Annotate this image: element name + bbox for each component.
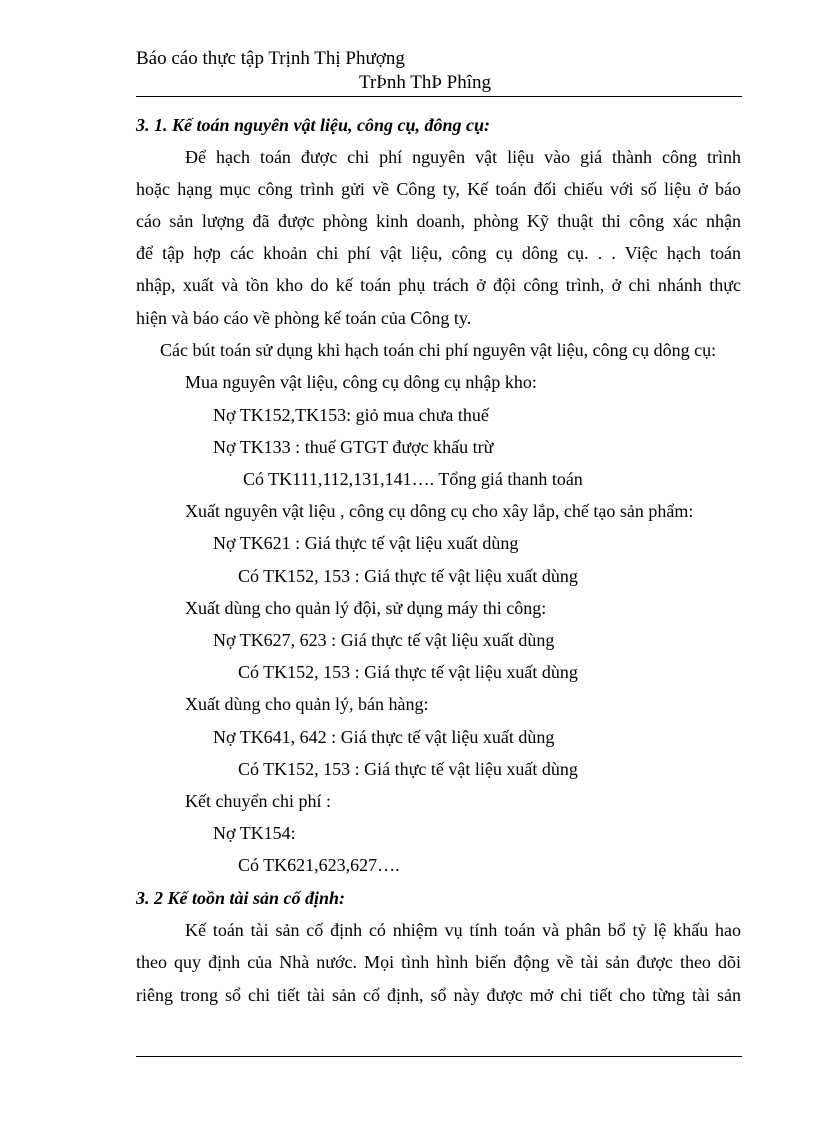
entry-line: Có TK152, 153 : Giá thực tế vật liệu xuất dùng — [238, 662, 578, 682]
section-2-heading: 3. 2 Kế toồn tài sản cố định: — [136, 888, 346, 908]
entry-line: Có TK111,112,131,141…. Tổng giá thanh toán — [243, 469, 583, 489]
header-line-1: Báo cáo thực tập Trịnh Thị Phượng — [136, 48, 405, 69]
paragraph-line: riêng trong sổ chi tiết tài sản cố định, sổ này được mở chi tiết cho từng tài sản — [136, 985, 741, 1005]
entry-line: Nợ TK154: — [213, 823, 296, 843]
footer-rule — [136, 1056, 742, 1057]
paragraph-line: hoặc hạng mục công trình gửi về Công ty, Kế toán đối chiếu với số liệu ở báo — [136, 179, 741, 199]
entry-line: Xuất dùng cho quản lý đội, sử dụng máy thi công: — [185, 598, 547, 618]
entry-line: Nợ TK133 : thuế GTGT được khấu trừ — [213, 437, 494, 457]
paragraph-line: Để hạch toán được chi phí nguyên vật liệu vào giá thành công trình — [185, 147, 741, 167]
entries-intro: Các bút toán sử dụng khi hạch toán chi phí nguyên vật liệu, công cụ dông cụ: — [160, 340, 717, 360]
paragraph-line: cáo sản lượng đã được phòng kinh doanh, phòng Kỹ thuật thi công xác nhận — [136, 211, 741, 231]
entry-line: Nợ TK641, 642 : Giá thực tế vật liệu xuất dùng — [213, 727, 555, 747]
paragraph-line: theo quy định của Nhà nước. Mọi tình hình biến động về tài sản được theo dõi — [136, 952, 741, 972]
paragraph-line: để tập hợp các khoản chi phí vật liệu, công cụ dông cụ. . . Việc hạch toán — [136, 243, 741, 263]
paragraph-line: hiện và báo cáo về phòng kế toán của Công ty. — [136, 308, 472, 328]
entry-line: Kết chuyển chi phí : — [185, 791, 331, 811]
entry-line: Mua nguyên vật liệu, công cụ dông cụ nhập kho: — [185, 372, 537, 392]
entry-line: Xuất nguyên vật liệu , công cụ dông cụ cho xây lắp, chế tạo sản phẩm: — [185, 501, 694, 521]
paragraph-line: Kế toán tài sản cố định có nhiệm vụ tính toán và phân bổ tỷ lệ khấu hao — [185, 920, 741, 940]
header-rule — [136, 96, 742, 97]
entry-line: Nợ TK621 : Giá thực tế vật liệu xuất dùng — [213, 533, 519, 553]
entry-line: Nợ TK627, 623 : Giá thực tế vật liệu xuất dùng — [213, 630, 555, 650]
entry-line: Có TK152, 153 : Giá thực tế vật liệu xuất dùng — [238, 759, 578, 779]
header-line-2: TrÞnh ThÞ Phîng — [359, 72, 492, 93]
paragraph-line: nhập, xuất và tồn kho do kế toán phụ trách ở đội công trình, ở chi nhánh thực — [136, 275, 741, 295]
entry-line: Có TK152, 153 : Giá thực tế vật liệu xuất dùng — [238, 566, 578, 586]
section-1-heading: 3. 1. Kế toán nguyên vật liệu, công cụ, đông cụ: — [136, 115, 491, 135]
entry-line: Có TK621,623,627…. — [238, 855, 400, 875]
entry-line: Nợ TK152,TK153: giỏ mua chưa thuế — [213, 405, 489, 425]
entry-line: Xuất dùng cho quản lý, bán hàng: — [185, 694, 429, 714]
